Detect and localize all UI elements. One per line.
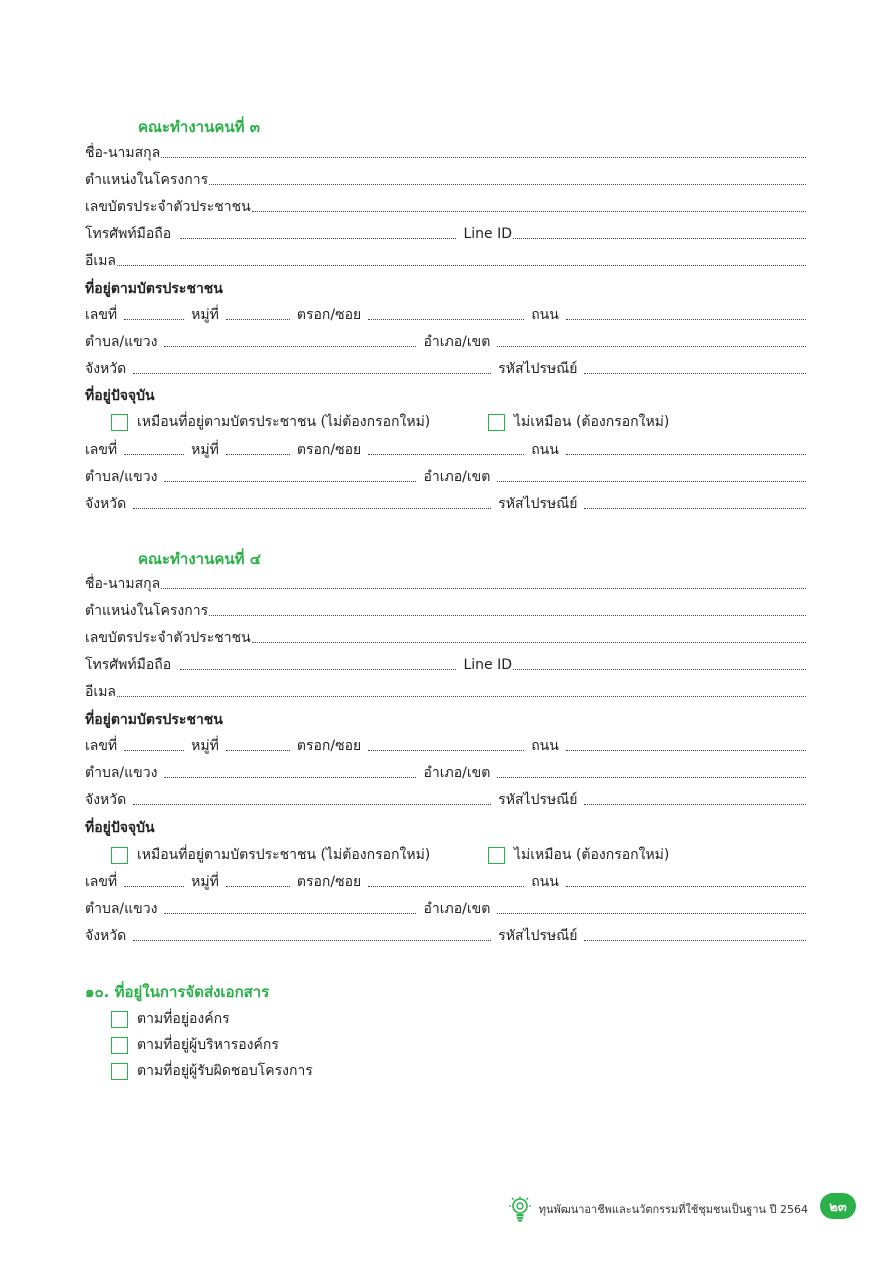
- member4-title: คณะทำงานคนที่ ๔: [138, 550, 262, 568]
- m3-phone-row: [85, 221, 807, 243]
- m4-cur-moo-field[interactable]: [225, 873, 291, 891]
- m3-cur-moo-field[interactable]: [225, 441, 291, 459]
- m3-id-addr-row3: [85, 356, 807, 378]
- m4-name-row: [85, 571, 807, 593]
- id-card-label: เลขบัตรประจำตัวประชาชน: [85, 199, 251, 215]
- road-label: ถนน: [531, 874, 559, 890]
- postal-label: รหัสไปรษณีย์: [498, 928, 578, 944]
- district-label: อำเภอ/เขต: [423, 334, 491, 350]
- m4-cur-district-field[interactable]: [496, 900, 807, 918]
- m4-mobile-field[interactable]: [179, 656, 457, 674]
- ship-organization-checkbox[interactable]: [111, 1011, 128, 1028]
- m3-mobile-field[interactable]: [179, 225, 457, 243]
- m4-name-field[interactable]: [160, 575, 807, 593]
- house-no-label: เลขที่: [85, 442, 118, 458]
- soi-label: ตรอก/ซอย: [296, 307, 362, 323]
- province-label: จังหวัด: [85, 928, 127, 944]
- ship-executive-label: ตามที่อยู่ผู้บริหารองค์กร: [137, 1037, 279, 1053]
- m3-cur-house-no-field[interactable]: [123, 441, 185, 459]
- m4-id-card-field[interactable]: [251, 629, 807, 647]
- m3-id-province-field[interactable]: [132, 360, 492, 378]
- m4-email-field[interactable]: [116, 683, 807, 701]
- m4-id-district-field[interactable]: [496, 764, 807, 782]
- subdistrict-label: ตำบล/แขวง: [85, 334, 158, 350]
- m4-not-same-option[interactable]: [488, 844, 669, 866]
- moo-label: หมู่ที่: [191, 442, 219, 458]
- postal-label: รหัสไปรษณีย์: [498, 361, 578, 377]
- m4-same-as-id-option[interactable]: [111, 844, 430, 866]
- m4-cur-province-field[interactable]: [132, 927, 492, 945]
- mobile-label: โทรศัพท์มือถือ: [85, 657, 172, 673]
- ship-organization-label: ตามที่อยู่องค์กร: [137, 1011, 230, 1027]
- email-label: อีเมล: [85, 253, 117, 269]
- m4-id-addr-row1: [85, 733, 807, 755]
- m3-position-field[interactable]: [208, 171, 807, 189]
- province-label: จังหวัด: [85, 361, 127, 377]
- m4-id-addr-row2: [85, 760, 807, 782]
- m3-same-as-id-checkbox[interactable]: [111, 414, 128, 431]
- name-label: ชื่อ-นามสกุล: [85, 576, 161, 592]
- m4-idcard-row: [85, 625, 807, 647]
- same-as-id-label: เหมือนที่อยู่ตามบัตรประชาชน (ไม่ต้องกรอกใหม่): [137, 414, 431, 430]
- m3-cur-district-field[interactable]: [496, 468, 807, 486]
- section10-title: ๑๐. ที่อยู่ในการจัดส่งเอกสาร: [85, 983, 270, 1001]
- not-same-label: ไม่เหมือน (ต้องกรอกใหม่): [514, 847, 670, 863]
- line-id-label: Line ID: [463, 657, 512, 673]
- house-no-label: เลขที่: [85, 874, 118, 890]
- line-id-label: Line ID: [463, 226, 512, 242]
- footer: [509, 1196, 808, 1222]
- m3-name-field[interactable]: [160, 144, 807, 162]
- district-label: อำเภอ/เขต: [423, 469, 491, 485]
- m3-id-addr-row1: [85, 302, 807, 324]
- moo-label: หมู่ที่: [191, 307, 219, 323]
- mobile-label: โทรศัพท์มือถือ: [85, 226, 172, 242]
- subdistrict-label: ตำบล/แขวง: [85, 469, 158, 485]
- m4-id-moo-field[interactable]: [225, 737, 291, 755]
- m4-email-row: [85, 679, 807, 701]
- postal-label: รหัสไปรษณีย์: [498, 496, 578, 512]
- not-same-label: ไม่เหมือน (ต้องกรอกใหม่): [514, 414, 670, 430]
- ship-project-owner-label: ตามที่อยู่ผู้รับผิดชอบโครงการ: [137, 1063, 313, 1079]
- house-no-label: เลขที่: [85, 307, 118, 323]
- lightbulb-gear-icon: [509, 1196, 531, 1222]
- road-label: ถนน: [531, 307, 559, 323]
- m4-id-addr-row3: [85, 787, 807, 809]
- m3-id-road-field[interactable]: [565, 306, 807, 324]
- m3-email-field[interactable]: [116, 252, 807, 270]
- house-no-label: เลขที่: [85, 738, 118, 754]
- m4-cur-addr-row3: [85, 923, 807, 945]
- page-number-badge: ๒๓: [820, 1193, 856, 1219]
- m4-cur-subdistrict-field[interactable]: [163, 900, 417, 918]
- m4-cur-house-no-field[interactable]: [123, 873, 185, 891]
- m3-id-card-field[interactable]: [251, 198, 807, 216]
- m3-id-house-no-field[interactable]: [123, 306, 185, 324]
- m3-cur-province-field[interactable]: [132, 495, 492, 513]
- m3-name-row: [85, 140, 807, 162]
- m4-line-id-field[interactable]: [512, 656, 807, 674]
- m4-position-field[interactable]: [208, 602, 807, 620]
- m3-not-same-checkbox[interactable]: [488, 414, 505, 431]
- province-label: จังหวัด: [85, 792, 127, 808]
- m3-cur-subdistrict-field[interactable]: [163, 468, 417, 486]
- m3-same-as-id-option[interactable]: [111, 411, 430, 433]
- m3-idcard-row: [85, 194, 807, 216]
- m3-line-id-field[interactable]: [512, 225, 807, 243]
- m4-not-same-checkbox[interactable]: [488, 847, 505, 864]
- m4-id-soi-field[interactable]: [367, 737, 525, 755]
- subdistrict-label: ตำบล/แขวง: [85, 765, 158, 781]
- m4-phone-row: [85, 652, 807, 674]
- moo-label: หมู่ที่: [191, 874, 219, 890]
- m4-id-address-heading: ที่อยู่ตามบัตรประชาชน: [85, 712, 223, 728]
- soi-label: ตรอก/ซอย: [296, 874, 362, 890]
- m4-id-postal-field[interactable]: [583, 791, 807, 809]
- m4-id-road-field[interactable]: [565, 737, 807, 755]
- position-label: ตำแหน่งในโครงการ: [85, 603, 209, 619]
- email-label: อีเมล: [85, 684, 117, 700]
- m3-email-row: [85, 248, 807, 270]
- district-label: อำเภอ/เขต: [423, 901, 491, 917]
- id-card-label: เลขบัตรประจำตัวประชาชน: [85, 630, 251, 646]
- position-label: ตำแหน่งในโครงการ: [85, 172, 209, 188]
- m4-cur-soi-field[interactable]: [367, 873, 525, 891]
- m4-id-province-field[interactable]: [132, 791, 492, 809]
- m3-id-moo-field[interactable]: [225, 306, 291, 324]
- m3-id-addr-row2: [85, 329, 807, 351]
- m4-cur-road-field[interactable]: [565, 873, 807, 891]
- soi-label: ตรอก/ซอย: [296, 442, 362, 458]
- m3-not-same-option[interactable]: [488, 411, 669, 433]
- ship-option-organization[interactable]: [111, 1008, 230, 1030]
- postal-label: รหัสไปรษณีย์: [498, 792, 578, 808]
- m3-id-soi-field[interactable]: [367, 306, 525, 324]
- m4-id-subdistrict-field[interactable]: [163, 764, 417, 782]
- m3-cur-soi-field[interactable]: [367, 441, 525, 459]
- m3-id-address-heading: ที่อยู่ตามบัตรประชาชน: [85, 281, 223, 297]
- soi-label: ตรอก/ซอย: [296, 738, 362, 754]
- road-label: ถนน: [531, 738, 559, 754]
- same-as-id-label: เหมือนที่อยู่ตามบัตรประชาชน (ไม่ต้องกรอกใหม่): [137, 847, 431, 863]
- name-label: ชื่อ-นามสกุล: [85, 145, 161, 161]
- m3-id-subdistrict-field[interactable]: [163, 333, 417, 351]
- m4-position-row: [85, 598, 807, 620]
- ship-option-project-owner[interactable]: [111, 1060, 313, 1082]
- m3-id-postal-field[interactable]: [583, 360, 807, 378]
- m3-id-district-field[interactable]: [496, 333, 807, 351]
- m4-current-address-heading: ที่อยู่ปัจจุบัน: [85, 820, 155, 836]
- footer-text: ทุนพัฒนาอาชีพและนวัตกรรมที่ใช้ชุมชนเป็นฐาน ปี 2564: [538, 1203, 808, 1216]
- m3-current-address-heading: ที่อยู่ปัจจุบัน: [85, 388, 155, 404]
- road-label: ถนน: [531, 442, 559, 458]
- m4-id-house-no-field[interactable]: [123, 737, 185, 755]
- m3-cur-addr-row2: [85, 464, 807, 486]
- m4-same-as-id-checkbox[interactable]: [111, 847, 128, 864]
- subdistrict-label: ตำบล/แขวง: [85, 901, 158, 917]
- ship-option-executive[interactable]: [111, 1034, 279, 1056]
- m3-cur-road-field[interactable]: [565, 441, 807, 459]
- district-label: อำเภอ/เขต: [423, 765, 491, 781]
- moo-label: หมู่ที่: [191, 738, 219, 754]
- ship-project-owner-checkbox[interactable]: [111, 1063, 128, 1080]
- m4-cur-postal-field[interactable]: [583, 927, 807, 945]
- member3-title: คณะทำงานคนที่ ๓: [138, 118, 260, 136]
- m4-cur-addr-row2: [85, 896, 807, 918]
- m3-position-row: [85, 167, 807, 189]
- m3-cur-addr-row3: [85, 491, 807, 513]
- province-label: จังหวัด: [85, 496, 127, 512]
- m3-cur-addr-row1: [85, 437, 807, 459]
- m4-cur-addr-row1: [85, 869, 807, 891]
- m3-cur-postal-field[interactable]: [583, 495, 807, 513]
- ship-executive-checkbox[interactable]: [111, 1037, 128, 1054]
